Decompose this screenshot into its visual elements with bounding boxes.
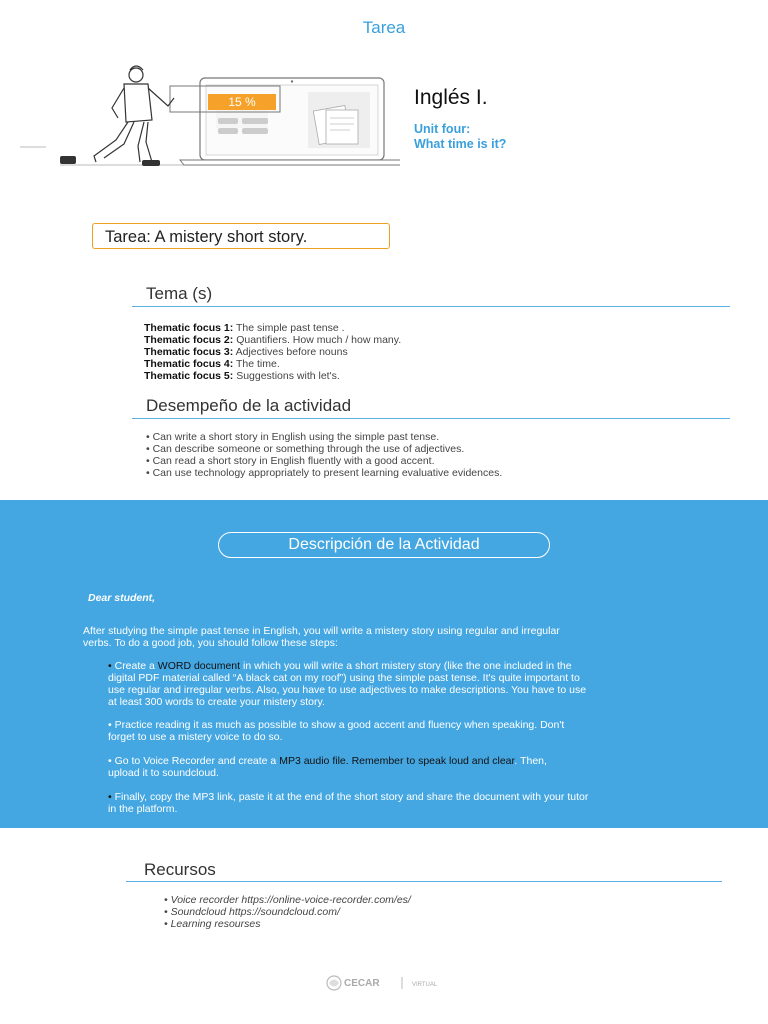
list-item: • Can describe someone or something through the use of adjectives. xyxy=(146,443,465,455)
cecar-virtual-logo xyxy=(322,972,452,994)
step-share-link: • Finally, copy the MP3 link, paste it at the end of the short story and share the document with your tutor in the platform. xyxy=(108,791,589,815)
list-item: • Can write a short story in English using the simple past tense. xyxy=(146,431,440,443)
performance-list xyxy=(146,431,502,479)
greeting: Dear student, xyxy=(88,592,156,604)
list-item: Thematic focus 1: The simple past tense . xyxy=(144,322,345,334)
student-laptop-illustration xyxy=(20,58,400,178)
list-item[interactable]: • Voice recorder https://online-voice-recorder.com/es/ xyxy=(164,894,411,906)
performance-divider xyxy=(132,418,730,419)
list-item: • Can read a short story in English fluently with a good accent. xyxy=(146,455,435,467)
intro-paragraph: After studying the simple past tense in English, you will write a mistery story using regular and irregular verbs. To do a good job, you should follow these steps: xyxy=(83,625,560,649)
topics-list xyxy=(144,322,401,382)
step-record-audio: • Go to Voice Recorder and create a MP3 audio file. Remember to speak loud and clear. Then, upload it to soundcloud. xyxy=(108,755,547,779)
topics-divider xyxy=(132,306,730,307)
header-label: Tarea xyxy=(362,18,406,37)
progress-badge: 15 % xyxy=(228,95,256,109)
unit-subtitle: What time is it? xyxy=(414,137,507,151)
list-item: Thematic focus 2: Quantifiers. How much / how many. xyxy=(144,334,402,346)
description-heading: Descripción de la Actividad xyxy=(218,532,550,558)
course-title: Inglés I. xyxy=(414,86,488,109)
list-item: Thematic focus 3: Adjectives before nouns xyxy=(144,346,348,358)
resources-list xyxy=(164,894,411,930)
task-title: Tarea: A mistery short story. xyxy=(92,223,390,249)
list-item: Thematic focus 5: Suggestions with let's. xyxy=(144,370,340,382)
performance-heading: Desempeño de la actividad xyxy=(146,396,352,415)
resources-heading: Recursos xyxy=(144,860,216,879)
step-create-document: • Create a WORD document in which you will write a short mistery story (like the one included in the digital PDF material called “A black cat on my roof”) using the simple past tense. It's quite important to use regular and irregular verbs. Also, you have to use adjectives to make descriptions. You have to use at least 300 words to create your mistery story. xyxy=(108,660,587,708)
step-practice-reading: • Practice reading it as much as possible to show a good accent and fluency when speaking. Don't forget to use a mistery voice to do so. xyxy=(108,719,565,743)
svg-text:CECAR: CECAR xyxy=(344,978,380,989)
list-item: • Learning resourses xyxy=(164,918,261,930)
topics-heading: Tema (s) xyxy=(146,284,213,303)
unit-label: Unit four: xyxy=(414,122,471,136)
list-item: Thematic focus 4: The time. xyxy=(144,358,280,370)
list-item: • Can use technology appropriately to present learning evaluative evidences. xyxy=(146,467,503,479)
list-item[interactable]: • Soundcloud https://soundcloud.com/ xyxy=(164,906,340,918)
svg-text:VIRTUAL: VIRTUAL xyxy=(412,982,438,988)
resources-divider xyxy=(126,881,722,882)
